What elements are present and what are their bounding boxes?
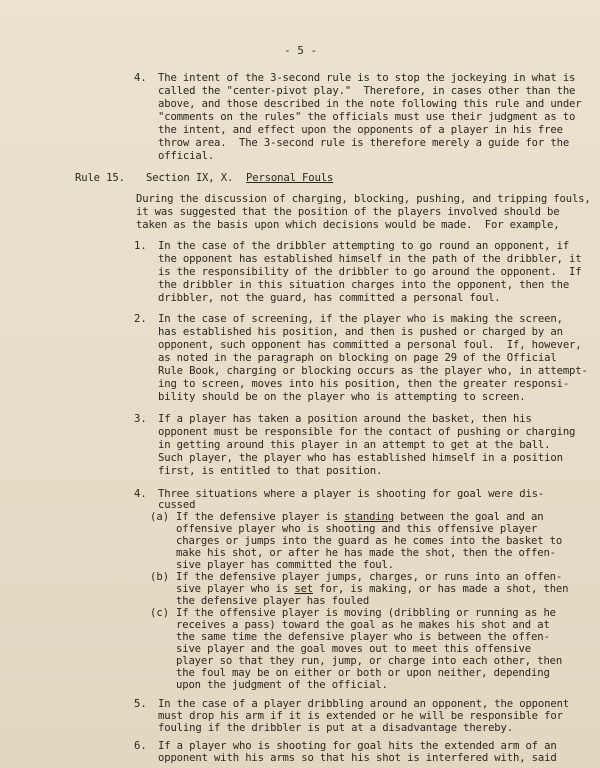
page-number: - 5 - — [284, 44, 318, 57]
text-line: "comments on the rules" the officials must use their judgment as to — [158, 111, 576, 123]
text-line: opponent must be responsible for the contact of pushing or charging — [158, 426, 576, 438]
text-line: sive player who is set for, is making, or has made a shot, then — [176, 583, 569, 595]
text-line: official. — [158, 150, 215, 162]
text-line: upon the judgment of the official. — [176, 679, 388, 691]
text-line: must drop his arm if it is extended or he will be responsible for — [158, 710, 563, 722]
text-line: Rule Book, charging or blocking occurs as the player who, in attempt- — [158, 365, 588, 377]
text-line: Three situations where a player is shooting for goal were dis- — [158, 488, 545, 500]
item-number: 6. — [134, 740, 147, 752]
text-line: During the discussion of charging, blocking, pushing, and tripping fouls, — [136, 193, 591, 205]
text-line: the foul may be on either or both or upon neither, depending — [176, 667, 550, 679]
section-heading: Personal Fouls — [246, 172, 334, 184]
item-number: 4. — [134, 72, 147, 84]
text-line: the intent, and effect upon the opponents of a player in his free — [158, 124, 563, 136]
text-line: offensive player who is shooting and this offensive player — [176, 523, 538, 535]
text-line: sive player has committed the foul. — [176, 559, 394, 571]
text-line: cussed — [158, 499, 196, 511]
text-line: first, is entitled to that position. — [158, 465, 383, 477]
text-line: opponent, such opponent has committed a personal foul. If, however, — [158, 339, 582, 351]
text-line: the same time the defensive player who is between the offen- — [176, 631, 550, 643]
text-line: as noted in the paragraph on blocking on page 29 of the Official — [158, 352, 557, 364]
text-line: Such player, the player who has established himself in a position — [158, 452, 563, 464]
rule-label: Rule 15. — [75, 172, 125, 184]
text-line: In the case of screening, if the player who is making the screen, — [158, 313, 563, 325]
text-line: ing to screen, moves into his position, then the greater responsi- — [158, 378, 570, 390]
text-line: called the "center-pivot play." Therefore, in cases other than the — [158, 85, 576, 97]
text-line: If the defensive player is standing between the goal and an — [176, 511, 544, 523]
item-number: 2. — [134, 313, 147, 325]
text-line: dribbler, not the guard, has committed a personal foul. — [158, 292, 501, 304]
text-line: has established his position, and then is pushed or charged by an — [158, 326, 563, 338]
text-line: sive player and the goal moves out to meet this offensive — [176, 643, 531, 655]
text-line: in getting around this player in an attempt to get at the ball. — [158, 439, 551, 451]
text-line: is the responsibility of the dribbler to go around the opponent. If — [158, 266, 582, 278]
text-line: opponent with his arms so that his shot is interfered with, said — [158, 752, 557, 764]
subitem-label: (b) — [150, 571, 170, 583]
text-line: it was suggested that the position of the players involved should be — [136, 206, 560, 218]
text-line: If a player has taken a position around the basket, then his — [158, 413, 532, 425]
text-line: the dribbler in this situation charges into the opponent, then the — [158, 279, 570, 291]
text-line: throw area. The 3-second rule is therefore merely a guide for the — [158, 137, 570, 149]
text-line: receives a pass) toward the goal as he makes his shot and at — [176, 619, 550, 631]
text-line: above, and those described in the note following this rule and under — [158, 98, 582, 110]
section-label: Section IX, X. — [146, 172, 234, 184]
text-line: bility should be on the player who is attempting to screen. — [158, 391, 526, 403]
item-number: 1. — [134, 240, 147, 252]
item-number: 3. — [134, 413, 147, 425]
text-line: fouling if the dribbler is put at a disadvantage thereby. — [158, 722, 513, 734]
text-line: If the defensive player jumps, charges, or runs into an offen- — [176, 571, 563, 583]
item-number: 4. — [134, 488, 147, 500]
text-line: the opponent has established himself in the path of the dribbler, it — [158, 253, 582, 265]
text-line: If a player who is shooting for goal hits the extended arm of an — [158, 740, 557, 752]
text-line: If the offensive player is moving (dribbling or running as he — [176, 607, 556, 619]
item-number: 5. — [134, 698, 147, 710]
text-line: player so that they run, jump, or charge into each other, then — [176, 655, 563, 667]
text-line: The intent of the 3-second rule is to stop the jockeying in what is — [158, 72, 576, 84]
text-line: charges or jumps into the guard as he comes into the basket to — [176, 535, 563, 547]
text-line: In the case of the dribbler attempting to go round an opponent, if — [158, 240, 570, 252]
text-line: make his shot, or after he has made the shot, then the offen- — [176, 547, 556, 559]
text-line: In the case of a player dribbling around an opponent, the opponent — [158, 698, 570, 710]
subitem-label: (a) — [150, 511, 170, 523]
emphasis-set: set — [294, 583, 314, 595]
emphasis-standing: standing — [344, 511, 394, 523]
text-line: the defensive player has fouled — [176, 595, 370, 607]
text-line: taken as the basis upon which decisions would be made. For example, — [136, 219, 560, 231]
subitem-label: (c) — [150, 607, 170, 619]
